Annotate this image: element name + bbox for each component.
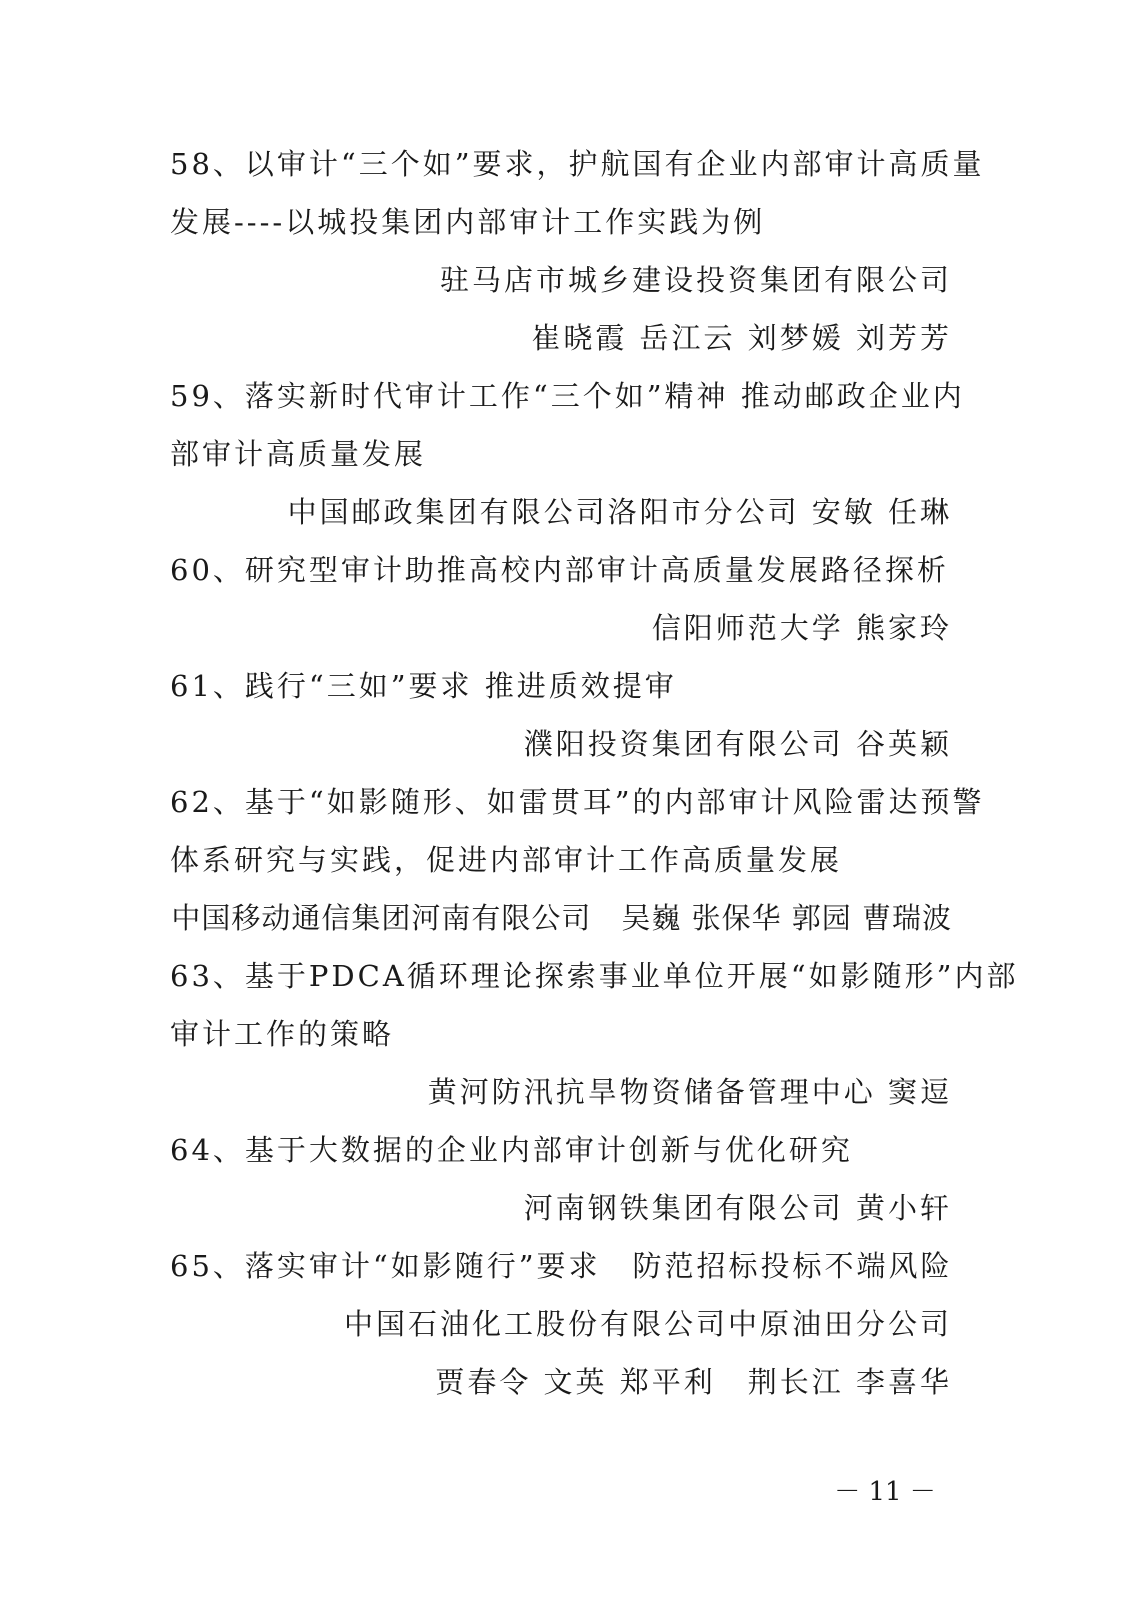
entry-62-credit: 中国移动通信集团河南有限公司 吴巍 张保华 郭园 曹瑞波	[171, 901, 952, 935]
entry-58-title-line-1: 58、以审计“三个如”要求，护航国有企业内部审计高质量	[170, 147, 985, 181]
entry-63-title-line-2: 审计工作的策略	[170, 1017, 395, 1051]
entry-58-organization: 驻马店市城乡建设投资集团有限公司	[439, 263, 952, 297]
page-number: － 11 －	[834, 1477, 936, 1507]
entry-59-title-line-2: 部审计高质量发展	[170, 437, 427, 471]
entry-62-title-line-2: 体系研究与实践，促进内部审计工作高质量发展	[170, 843, 843, 877]
entry-65-organization: 中国石油化工股份有限公司中原油田分公司	[343, 1307, 952, 1341]
entry-59-title-line-1: 59、落实新时代审计工作“三个如”精神 推动邮政企业内	[170, 379, 965, 413]
entry-63-title-line-1: 63、基于PDCA循环理论探索事业单位开展“如影随形”内部	[170, 959, 1019, 993]
entry-65-authors: 贾春令 文英 郑平利 荆长江 李喜华	[435, 1365, 952, 1399]
entry-64-credit: 河南钢铁集团有限公司 黄小轩	[523, 1191, 952, 1225]
entry-58-authors: 崔晓霞 岳江云 刘梦媛 刘芳芳	[531, 321, 952, 355]
entry-63-credit: 黄河防汛抗旱物资储备管理中心 窦逗	[427, 1075, 952, 1109]
entry-64-title: 64、基于大数据的企业内部审计创新与优化研究	[170, 1133, 853, 1167]
entry-60-title: 60、研究型审计助推高校内部审计高质量发展路径探析	[170, 553, 949, 587]
entry-59-credit: 中国邮政集团有限公司洛阳市分公司 安敏 任琳	[287, 495, 952, 529]
entry-62-title-line-1: 62、基于“如影随形、如雷贯耳”的内部审计风险雷达预警	[170, 785, 985, 819]
entry-65-title: 65、落实审计“如影随行”要求 防范招标投标不端风险	[170, 1249, 953, 1283]
entry-60-credit: 信阳师范大学 熊家玲	[651, 611, 952, 645]
entry-61-credit: 濮阳投资集团有限公司 谷英颖	[523, 727, 952, 761]
entry-58-title-line-2: 发展----以城投集团内部审计工作实践为例	[170, 205, 766, 239]
entry-61-title: 61、践行“三如”要求 推进质效提审	[170, 669, 677, 703]
